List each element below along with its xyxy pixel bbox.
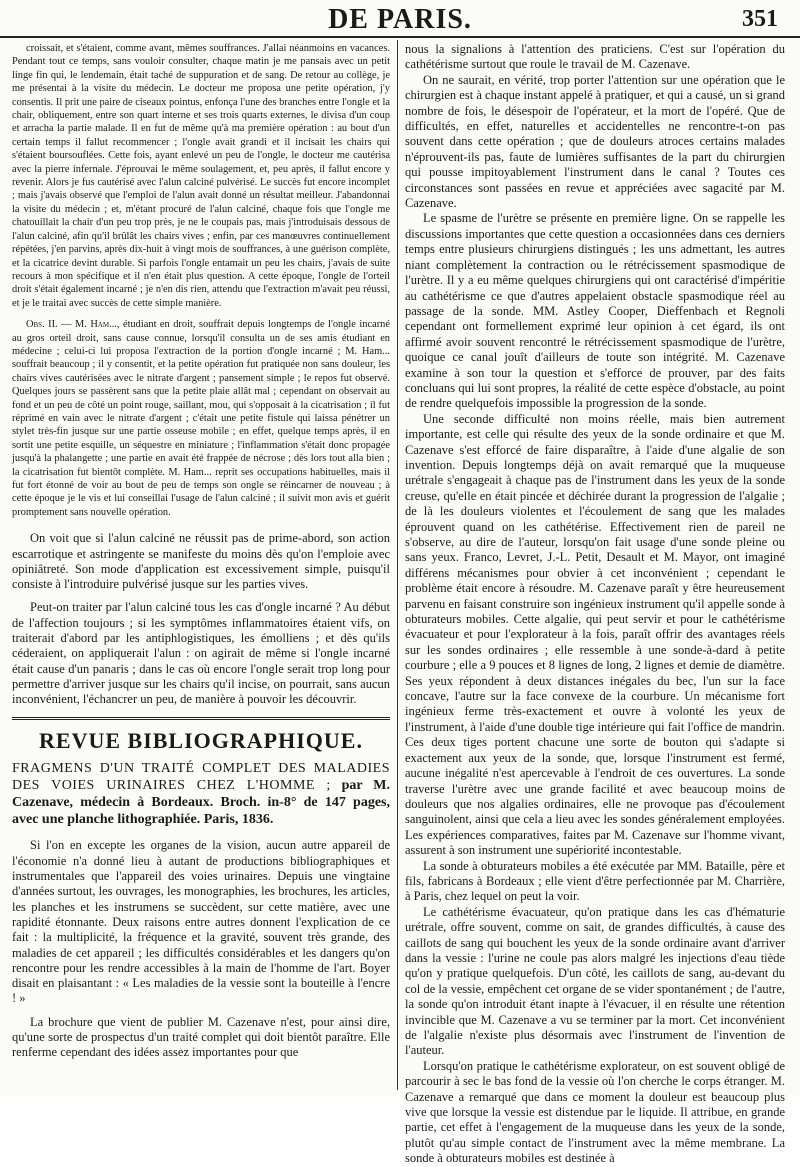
right-paragraph-4: Une seconde difficulté non moins réelle, mais bien autrement importante, est celle qui résulte des yeux de la sonde ordinaire et que M. Cazenave s'est efforcé de faire disparaître, à l'aide d'une algalie de son invention. Depuis longtemps déjà on avait remarqué que la muqueuse urétrale s'engageait à chaque pas de l'instrument dans les yeux de la sonde creuse, qu'elle en était pincée et déchirée durant la progression de l'algalie ; de là les douleurs violentes et l'écoulement de sang que les malades éprouvent quand on les cathétérise. Effectivement rien de pareil ne s'observe, au dire de l'auteur, lorsqu'on fait usage d'une sonde pleine ou sans yeux. Franco, Levret, J.-L. Petit, Desault et M. Mayor, ont imaginé différens mécanismes pour obvier à cet inconvénient ; cependant le problème était encore à résoudre. M. Cazenave paraît y être heureusement parvenu en faisant construire son ingénieux instrument qu'il appelle sonde à obturateurs mobiles. Cette algalie, qui peut servir et pour le cathétérisme évacuateur et pour l'explorateur à la fois, paraît offrir des avantages réels sur les sondes ordinaires ; elle ressemble à une sonde-à-dard à petite courbure ; elle a 9 pouces et 8 lignes de long, 2 lignes et demie de diamètre. Ses yeux répondent à deux distances inégales du bec, l'un sur la face concave, l'autre sur la face convexe de la courbure. Un mécanisme fort ingénieux ferme très-exactement et ouvre à volonté les yeux de l'instrument, à l'aide d'une double tige intérieure qui fait l'office de mandrin. Ces deux tiges portent chacune une sorte de bouton qui s'adapte si exactement aux yeux de la sonde, que, lorsque l'instrument est fermé, aucune inégalité n'est apercevable à l'endroit de ces ouvertures. La sonde traverse l'urètre avec une grande facilité et avec beaucoup moins de douleurs que nos algalies ordinaires, elle ne provoque pas d'écoulement sanguinolent, ainsi que cela a lieu avec les sondes généralement employées. Les expériences comparatives, faites par M. Cazenave sur l'homme vivant, assurent à son instrument une supériorité incontestable.	[405, 411, 785, 858]
review-citation: par M. Cazenave, médecin à Bordeaux. Broch. in-8° de 147 pages, avec une planche lithographiée. Paris, 1836.	[12, 778, 390, 828]
review-paragraph-2: La brochure que vient de publier M. Cazenave n'est, pour ainsi dire, qu'une sorte de prospectus d'un traité complet qui doit bientôt paraître. Elle renferme cependant des idées assez importantes pour que	[12, 1014, 390, 1060]
review-title: FRAGMENS D'UN TRAITÉ COMPLET DES MALADIES DES VOIES URINAIRES CHEZ L'HOMME ;	[12, 761, 390, 794]
section-rule	[12, 717, 390, 720]
review-heading	[12, 760, 390, 828]
body-paragraph-2: Peut-on traiter par l'alun calciné tous les cas d'ongle incarné ? Au début de l'affection toujours ; si les symptômes inflammatoires étaient vifs, on traiterait d'abord par les antiphlogistiques, les émolliens ; et dès qu'ils céderaient, on appliquerait l'alun : on agirait de même si l'ongle incarné était cause d'un panaris ; dans le cas où encore l'ongle serait trop long pour permettre d'arriver jusque sur les chairs qu'il incise, on pourrait, sans aucun inconvénient, l'échancrer un peu, de manière à pouvoir les découvrir.	[12, 600, 390, 707]
right-paragraph-2: On ne saurait, en vérité, trop porter l'attention sur une opération que le chirurgien est à chaque instant appelé à pratiquer, et qui a causé, un si grand nombre de fois, le désespoir de l'opérateur, et la mort de l'opéré. Que de difficultés, en effet, naturelles et accidentelles ne rencontre-t-on pas souvent dans cette opération ; que de douleurs atroces certains malades n'éprouvent-ils pas, faute de lumières suffisantes de la part du chirurgien qui pousse impitoyablement l'instrument dans le canal ? Toutes ces circonstances sont passées en revue et appréciées avec sagacité par M. Cazenave.	[405, 72, 785, 211]
section-title: REVUE BIBLIOGRAPHIQUE.	[39, 728, 363, 754]
right-paragraph-1: nous la signalions à l'attention des praticiens. C'est sur l'opération du cathétérisme surtout que roule le travail de M. Cazenave.	[405, 42, 785, 72]
right-paragraph-6: Le cathétérisme évacuateur, qu'on pratique dans les cas d'hématurie urétrale, offre souvent, comme on sait, de grandes difficultés, à cause des caillots de sang qui bouchent les yeux de la sonde ordinaire avant d'arriver dans la vessie : l'urine ne coule pas alors malgré les injections d'eau tiède qu'on y pratique quelquefois. D'un côté, les caillots de sang, au-devant du col de la vessie, empêchent cet organe de se vider spontanément ; de l'autre, la sonde qu'on introduit étant inapte à l'évacuer, il en résulte une rétention invincible que M. Cazenave a vu se terminer par la mort. Cet inconvénient de l'algalie n'existe plus désormais avec l'instrument de l'invention de l'auteur.	[405, 904, 785, 1058]
case-paragraph-1: croissait, et s'étaient, comme avant, mêmes souffrances. J'allai néanmoins en vacances. Pendant tout ce temps, sans vouloir consulter, chaque matin je me pansais avec un petit linge fin qui, le lendemain, était taché de suppuration et de sang. De retour au collège, je me présentai à la visite du médecin. Le docteur me proposa une petite opération, j'y consentis. Il prit une paire de ciseaux pointus, enfonça l'une des branches entre l'ongle et la chair, obliquement, entre son quart interne et ses trois quarts externes, le divisa d'un coup et arracha la partie malade. Il en fut de même qu'à ma première opération : au bout d'un certain temps il fallut recommencer ; l'ongle avait grandi et il incisait les chairs qui s'étaient boursouflées. Cette fois, ayant enlevé un peu de l'ongle, le docteur me cautérisa avec la pierre infernale. J'éprouvai le même soulagement, et, peu après, il fallut encore y revenir. Alors je fus cautérisé avec l'alun calciné pulvérisé. Le succès fut encore incomplet ; mais j'avais observé que l'emploi de l'alun avait donné un résultat meilleur. J'abandonnai la visite du médecin ; et, m'étant procuré de l'alun calciné, chaque fois que l'ongle me chatouillait la chair d'un peu trop près, je ne le coupais pas, mais j'introduisais dessous de l'alun calciné, afin qu'il brûlât les chairs vives ; enfin, par ces manœuvres continuellement répétées, j'en parvins, après dix-huit à vingt mois de souffrances, à une guérison complète, et la cicatrice devint durable. Si parfois l'ongle entamait un peu les chairs, j'avais de suite recours à mon spécifique et il n'en était plus question. A cette époque, l'ongle de l'orteil droit s'était également incarné ; je n'en dis rien, attendu que l'extraction m'avait peu réussi, et je le traitai avec succès de cette simple manière.	[12, 43, 390, 309]
review-paragraph-1: Si l'on en excepte les organes de la vision, aucun autre appareil de l'économie n'a donné lieu à autant de productions bibliographiques et instrumentales que l'appareil des voies urinaires. Depuis une vingtaine d'années surtout, les ouvrages, les monographies, les brochures, les articles, les planches et les instrumens se succèdent, sur cette matière, avec une rapidité étonnante. Deux raisons entre autres donnent l'explication de ce fait : la multiplicité, la fréquence et la gravité, souvent très grande, des maladies de cet appareil ; les difficultés considérables et les dangers qu'on rencontre pour les rendre accessibles à la main de l'homme de l'art. Boyer disait en plaisantant : « Les maladies de la vessie sont la bouteille à l'encre ! »	[12, 838, 390, 1006]
observation-text: étudiant en droit, souffrait depuis longtemps de l'ongle incarné au gros orteil droit, sans cause connue, lorsqu'il consulta un de ses amis étudiant en médecine ; celui-ci lui proposa l'extraction de la portion d'ongle incarné ; M. Ham... souffrait beaucoup ; il y consentit, et la petite opération fut pratiquée non sans douleur, les chairs vives cautérisées avec le nitrate d'argent ; pansement simple ; le repos fut observé. Quelques jours se passèrent sans que la petite plaie allât mal ; cependant on observait au fond et un peu de côté un point rouge, saillant, mou, qui s'opposait à la cicatrisation ; il fut réprimé en vain avec le nitrate d'argent ; c'était une petite fistule qui laissa pénétrer un stylet très-fin jusque sur une partie osseuse mobile ; en effet, quelque temps après, il en sortit une petite esquille, un séquestre en miniature ; l'inflammation s'était donc propagée jusqu'à la phalangette ; une partie en avait été frappée de nécrose ; dès lors tout alla bien ; la cicatrisation fut bientôt complète. M. Ham... reprit ses occupations habituelles, mais il fut fort étonné de voir au bout de peu de temps son ongle se réincarner de nouveau ; à cette époque je le vis et lui conseillai l'usage de l'alun calciné ; il suivit mon avis et guérit promptement sans nouvelle opération.	[12, 319, 390, 518]
running-title: DE PARIS.	[328, 4, 472, 35]
right-paragraph-7: Lorsqu'on pratique le cathétérisme explorateur, on est souvent obligé de parcourir à sec le bas fond de la vessie où l'on cherche le corps étranger. M. Cazenave a remarqué que dans ce moment la douleur est beaucoup plus vive que lorsque la vessie est distendue par le liquide. Il attribue, en grande partie, cet effet à l'engagement de la muqueuse dans les yeux de la sonde, plutôt qu'au simple contact de l'instrument avec la même membrane. La sonde à obturateurs mobiles est destinée à	[405, 1058, 785, 1166]
right-paragraph-3: Le spasme de l'urètre se présente en première ligne. On se rappelle les discussions importantes que cette question a occasionnées dans ces derniers temps entre plusieurs chirurgiens distingués ; les uns admettant, les autres niant complètement la contraction ou le rétrécissement spasmodique de l'urètre. Il y a eu même quelques chirurgiens qui ont caractérisé d'impéritie au cathétérisme ce que d'autres appelaient obstacle spasmodique réel au passage de la sonde. MM. Astley Cooper, Dieffenbach et Regnoli cependant ont formellement exprimé leur opinion à cet égard, ils ont affirmé avoir souvent rencontré le rétrécissement spasmodique de l'urètre, quoique ce canal jouît d'ailleurs de toute son intégrité. M. Cazenave examine à son tour la question et s'efforce de prouver, par des faits concluans qui lui sont propres, la réalité de cette espèce d'obstacle, au point de rendre quelquefois impossible la progression de la sonde.	[405, 211, 785, 411]
case-paragraph-2	[12, 318, 390, 519]
left-column	[12, 42, 390, 1088]
right-paragraph-5: La sonde à obturateurs mobiles a été exécutée par MM. Bataille, père et fils, fabricans à Bordeaux ; elle vient d'être perfectionnée par M. Charrière, à Paris, chez lequel on peut la voir.	[405, 858, 785, 904]
observation-label: Obs. II. — M. Ham...,	[26, 319, 120, 331]
page-number: 351	[742, 6, 778, 32]
body-paragraph-1: On voit que si l'alun calciné ne réussit pas de prime-abord, son action escarrotique et astringente se manifeste du moins dès qu'on l'emploie avec opiniâtreté. Son mode d'application est excessivement simple, puisqu'il consiste à l'introduire pulvérisé jusque sur les parties vives.	[12, 531, 390, 592]
column-divider	[397, 40, 398, 1090]
right-column	[405, 42, 785, 1166]
running-head	[0, 0, 800, 38]
